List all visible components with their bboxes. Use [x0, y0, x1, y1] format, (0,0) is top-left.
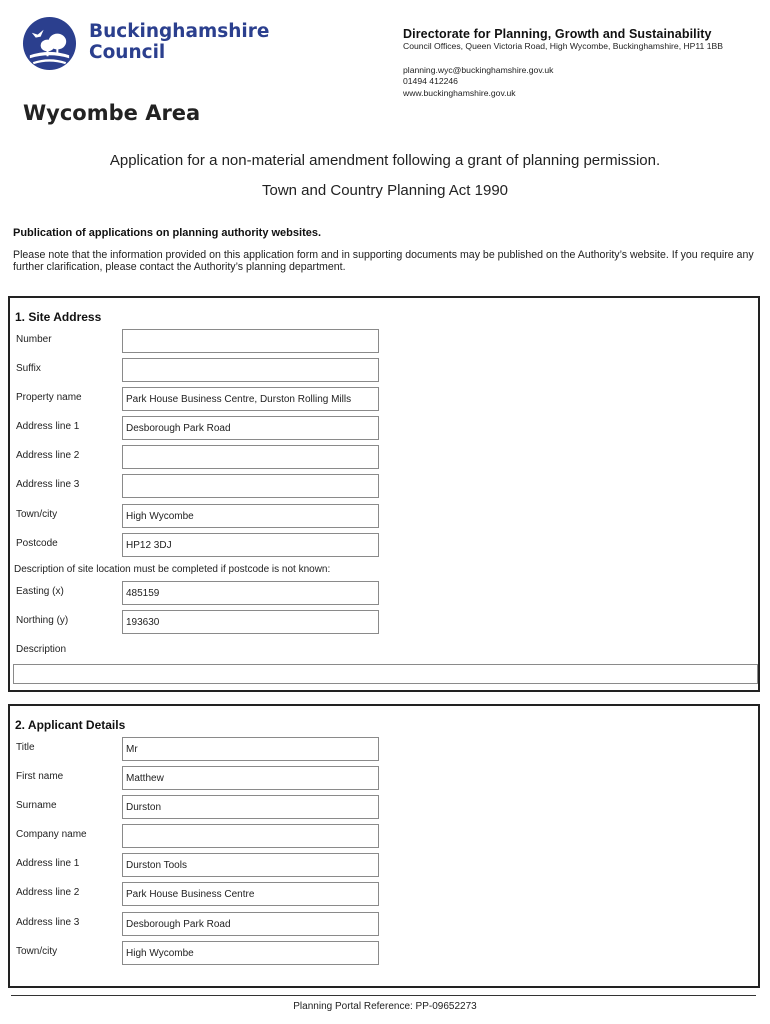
- site-northing-label: Northing (y): [16, 615, 69, 626]
- applicant-title-row: [10, 737, 758, 761]
- applicant-first-name-row: [10, 766, 758, 790]
- site-number-row: [10, 329, 758, 353]
- council-address: Council Offices, Queen Victoria Road, High Wycombe, Buckinghamshire, HP11 1BB: [403, 41, 723, 51]
- applicant-first-name-label: First name: [16, 771, 64, 782]
- directorate-title: Directorate for Planning, Growth and Sustainability: [403, 27, 712, 41]
- site-town-row: [10, 504, 758, 528]
- site-description-label: Description: [16, 644, 67, 655]
- site-suffix-label: Suffix: [16, 363, 41, 374]
- applicant-heading: 2. Applicant Details: [15, 718, 126, 732]
- site-postcode-input[interactable]: [122, 533, 379, 557]
- site-suffix-row: [10, 358, 758, 382]
- applicant-section: [8, 704, 760, 988]
- area-title: Wycombe Area: [23, 101, 201, 125]
- site-property-name-label: Property name: [16, 392, 82, 403]
- site-town-label: Town/city: [16, 509, 58, 520]
- site-suffix-input[interactable]: [122, 358, 379, 382]
- site-northing-input[interactable]: [122, 610, 379, 634]
- applicant-address3-row: [10, 912, 758, 936]
- site-easting-row: [10, 581, 758, 605]
- site-easting-input[interactable]: [122, 581, 379, 605]
- footer-divider: [11, 995, 756, 996]
- applicant-address3-label: Address line 3: [16, 917, 80, 928]
- site-address3-row: [10, 474, 758, 498]
- council-name-line2: Council: [89, 42, 166, 63]
- contact-website[interactable]: www.buckinghamshire.gov.uk: [403, 87, 516, 98]
- applicant-surname-input[interactable]: [122, 795, 379, 819]
- site-address3-label: Address line 3: [16, 479, 80, 490]
- site-address3-input[interactable]: [122, 474, 379, 498]
- site-address2-row: [10, 445, 758, 469]
- applicant-address1-input[interactable]: [122, 853, 379, 877]
- site-easting-label: Easting (x): [16, 586, 64, 597]
- applicant-address1-row: [10, 853, 758, 877]
- site-location-note: Description of site location must be completed if postcode is not known:: [14, 564, 331, 575]
- form-act: Town and Country Planning Act 1990: [262, 182, 508, 199]
- site-northing-row: [10, 610, 758, 634]
- site-number-label: Number: [16, 334, 52, 345]
- site-address-heading: 1. Site Address: [15, 310, 102, 324]
- portal-reference: Planning Portal Reference: PP-09652273: [293, 1001, 477, 1012]
- site-postcode-label: Postcode: [16, 538, 58, 549]
- contact-phone: 01494 412246: [403, 76, 458, 86]
- applicant-company-label: Company name: [16, 829, 87, 840]
- applicant-surname-label: Surname: [16, 800, 57, 811]
- site-address-section: [8, 296, 760, 692]
- site-address1-row: [10, 416, 758, 440]
- site-address2-label: Address line 2: [16, 450, 80, 461]
- site-address2-input[interactable]: [122, 445, 379, 469]
- site-number-input[interactable]: [122, 329, 379, 353]
- applicant-town-label: Town/city: [16, 946, 58, 957]
- applicant-surname-row: [10, 795, 758, 819]
- directorate-block: [403, 27, 723, 99]
- applicant-address3-input[interactable]: [122, 912, 379, 936]
- applicant-address2-input[interactable]: [122, 882, 379, 906]
- publication-note: Please note that the information provided on this application form and in supporting documents may be published on the Authority’s website. If you require any further clarification, please contact the Authority’s planning department.: [13, 249, 754, 273]
- site-property-name-row: [10, 387, 758, 411]
- site-postcode-row: [10, 533, 758, 557]
- site-address1-label: Address line 1: [16, 421, 80, 432]
- applicant-company-row: [10, 824, 758, 848]
- publication-heading: Publication of applications on planning authority websites.: [13, 227, 322, 239]
- site-town-input[interactable]: [122, 504, 379, 528]
- applicant-company-input[interactable]: [122, 824, 379, 848]
- site-property-name-input[interactable]: [122, 387, 379, 411]
- site-address1-input[interactable]: [122, 416, 379, 440]
- form-title: Application for a non-material amendment following a grant of planning permission.: [109, 152, 661, 169]
- site-description-input[interactable]: [13, 664, 758, 684]
- applicant-address2-label: Address line 2: [16, 887, 80, 898]
- applicant-title-label: Title: [16, 742, 35, 753]
- applicant-address2-row: [10, 882, 758, 906]
- applicant-town-input[interactable]: [122, 941, 379, 965]
- council-name: [89, 21, 269, 63]
- applicant-title-input[interactable]: [122, 737, 379, 761]
- applicant-address1-label: Address line 1: [16, 858, 80, 869]
- council-name-line1: Buckinghamshire: [89, 21, 270, 42]
- applicant-first-name-input[interactable]: [122, 766, 379, 790]
- applicant-town-row: [10, 941, 758, 965]
- council-logo: [22, 16, 77, 71]
- contact-email[interactable]: planning.wyc@buckinghamshire.gov.uk: [403, 64, 554, 75]
